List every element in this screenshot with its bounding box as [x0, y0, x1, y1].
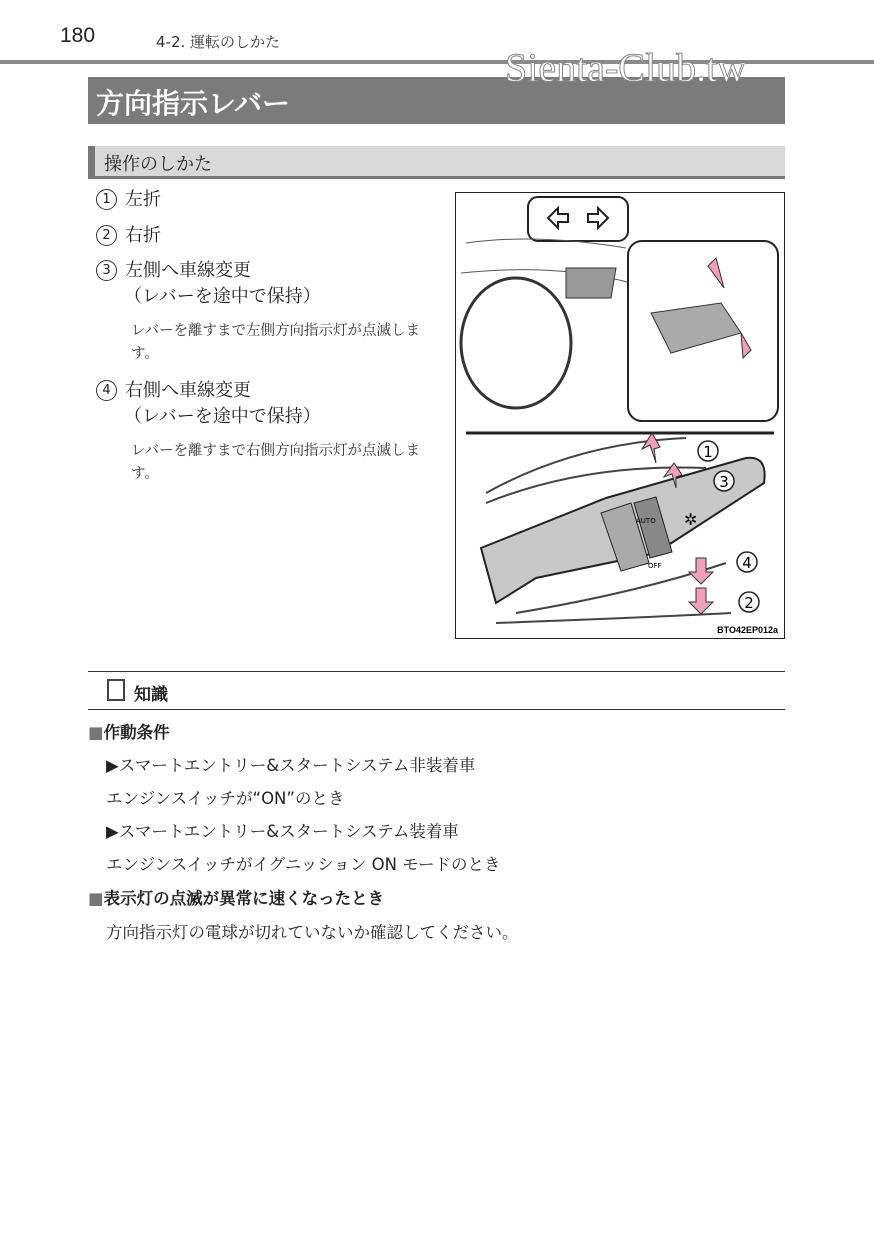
lever-illustration: [455, 192, 785, 639]
indicator-callout: [528, 197, 628, 241]
off-label: OFF: [648, 562, 662, 570]
callout-2: 2: [744, 594, 754, 612]
list-item: [96, 187, 161, 213]
list-item: [96, 258, 321, 310]
callout-3: 3: [719, 473, 729, 491]
list-item: [96, 223, 161, 249]
item-number: 1: [96, 189, 117, 210]
auto-label: AUTO: [636, 517, 656, 525]
steering-wheel: [461, 278, 571, 408]
down-arrow-icon: [689, 558, 713, 584]
lever-drawing: [456, 193, 784, 638]
list-item: [96, 378, 321, 430]
knowledge-line: エンジンスイッチが“ON”のとき: [106, 789, 345, 808]
item-note: レバーを離すまで左側方向指示灯が点滅します。: [131, 323, 420, 362]
item-text: 左側へ車線変更: [125, 260, 251, 281]
knowledge-heading: ■表示灯の点滅が異常に速くなったとき: [88, 889, 385, 908]
knowledge-line: 方向指示灯の電球が切れていないか確認してください。: [106, 923, 519, 942]
item-text: 右折: [125, 225, 161, 246]
knowledge-line: エンジンスイッチがイグニッション ON モードのとき: [106, 855, 501, 874]
divider: [88, 671, 785, 672]
knowledge-heading: ■作動条件: [88, 723, 170, 742]
subheading: 操作のしかた: [104, 154, 212, 175]
item-number: 4: [96, 380, 117, 401]
page-title: 方向指示レバー: [96, 87, 291, 120]
knowledge-line: ▶スマートエントリー&スタートシステム非装着車: [106, 756, 476, 775]
knowledge-title: 知識: [134, 685, 168, 705]
book-icon: [107, 679, 125, 701]
item-text: 左折: [125, 189, 161, 210]
figure-code: BTO42EP012a: [717, 625, 778, 635]
callout-1: 1: [703, 443, 713, 461]
item-note: レバーを離すまで右側方向指示灯が点滅します。: [131, 443, 420, 482]
section-label: 4-2. 運転のしかた: [156, 33, 281, 51]
subheading-stripe: [88, 146, 95, 179]
up-arrow-icon: [642, 433, 660, 463]
divider: [88, 709, 785, 710]
item-number: 3: [96, 260, 117, 281]
headlight-icon: ✲: [684, 510, 698, 529]
callout-4: 4: [742, 554, 752, 572]
item-number: 2: [96, 225, 117, 246]
knowledge-line: ▶スマートエントリー&スタートシステム装着車: [106, 822, 459, 841]
down-arrow-icon: [689, 588, 713, 614]
item-sub: （レバーを途中で保持）: [124, 286, 321, 307]
watermark: Sienta-Club.tw: [505, 45, 747, 90]
page-number: 180: [60, 24, 96, 47]
item-text: 右側へ車線変更: [125, 380, 251, 401]
item-sub: （レバーを途中で保持）: [124, 406, 321, 427]
